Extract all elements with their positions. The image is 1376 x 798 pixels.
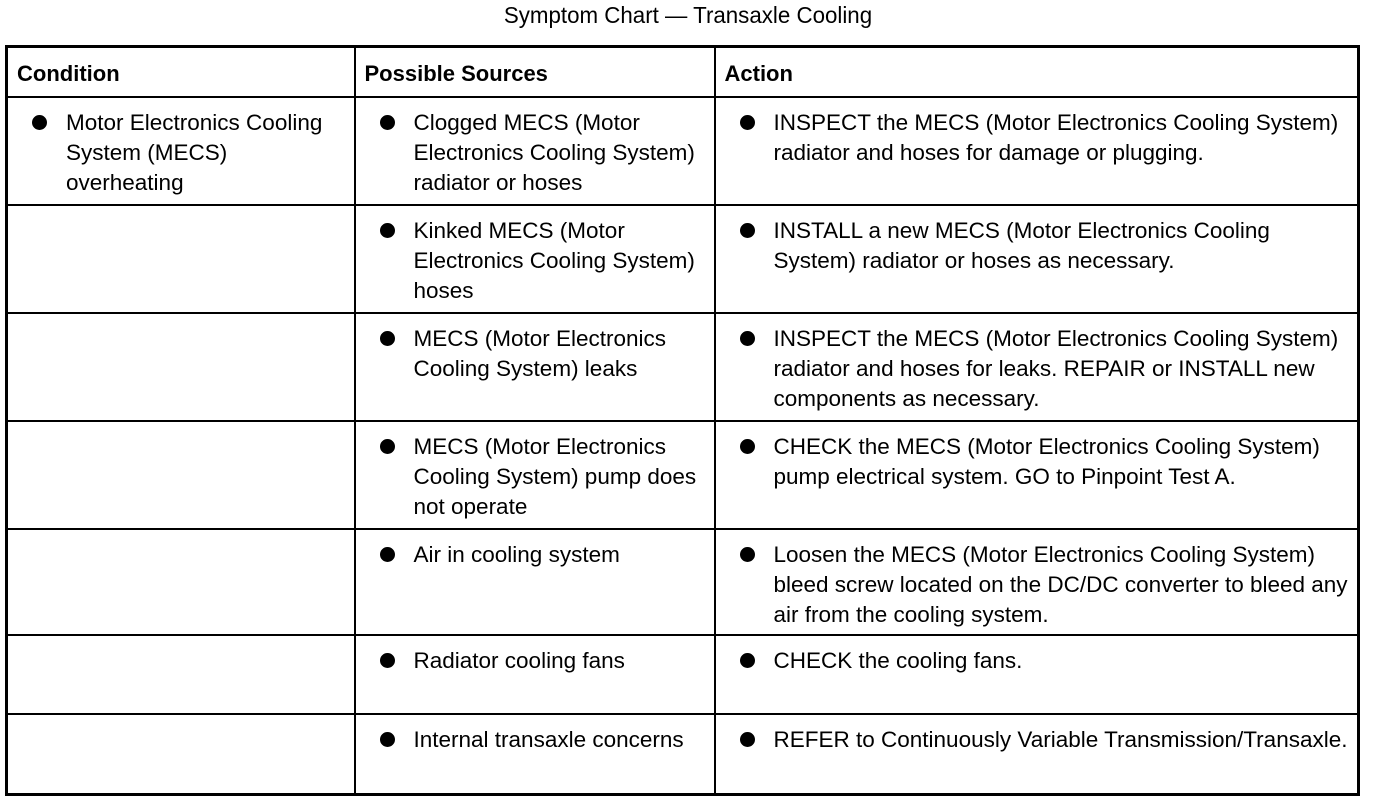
action-item bbox=[716, 422, 1358, 492]
table-row bbox=[7, 529, 1359, 635]
source-item bbox=[356, 98, 714, 198]
table-row bbox=[7, 421, 1359, 529]
page-title: Symptom Chart — Transaxle Cooling bbox=[503, 2, 873, 28]
action-text: INSPECT the MECS (Motor Electronics Cooling System) radiator and hoses for leaks. REPAIR or INSTALL new components as necessary. bbox=[773, 326, 1339, 411]
action-item bbox=[716, 98, 1358, 168]
action-text: Loosen the MECS (Motor Electronics Cooling System) bleed screw located on the DC/DC converter to bleed any air from the cooling system. bbox=[773, 542, 1348, 627]
bullet-icon bbox=[740, 732, 755, 747]
table-row bbox=[7, 205, 1359, 313]
condition-cell bbox=[7, 205, 355, 313]
source-text: Radiator cooling fans bbox=[413, 648, 625, 673]
column-header-action: Action bbox=[715, 47, 1359, 98]
table-row bbox=[7, 97, 1359, 205]
action-cell bbox=[715, 313, 1359, 421]
column-header-possible-sources: Possible Sources bbox=[355, 47, 715, 98]
action-text: INSPECT the MECS (Motor Electronics Cooling System) radiator and hoses for damage or plugging. bbox=[773, 110, 1339, 165]
action-text: INSTALL a new MECS (Motor Electronics Cooling System) radiator or hoses as necessary. bbox=[773, 218, 1270, 273]
condition-item bbox=[8, 98, 354, 198]
source-cell bbox=[355, 97, 715, 205]
action-item bbox=[716, 530, 1358, 630]
condition-text: Motor Electronics Cooling System (MECS) overheating bbox=[66, 110, 323, 195]
action-cell bbox=[715, 635, 1359, 714]
condition-cell bbox=[7, 635, 355, 714]
source-cell bbox=[355, 313, 715, 421]
source-item bbox=[356, 314, 714, 384]
source-text: Internal transaxle concerns bbox=[413, 727, 684, 752]
source-cell bbox=[355, 714, 715, 794]
source-item bbox=[356, 422, 714, 522]
action-cell bbox=[715, 421, 1359, 529]
condition-cell bbox=[7, 313, 355, 421]
source-text: MECS (Motor Electronics Cooling System) pump does not operate bbox=[413, 434, 697, 519]
bullet-icon bbox=[380, 547, 395, 562]
bullet-icon bbox=[380, 732, 395, 747]
source-text: Clogged MECS (Motor Electronics Cooling System) radiator or hoses bbox=[413, 110, 695, 195]
action-item bbox=[716, 314, 1358, 414]
bullet-icon bbox=[740, 439, 755, 454]
action-text: CHECK the MECS (Motor Electronics Cooling System) pump electrical system. GO to Pinpoint Test A. bbox=[773, 434, 1320, 489]
bullet-icon bbox=[32, 115, 47, 130]
column-header-condition: Condition bbox=[7, 47, 355, 98]
table-row bbox=[7, 635, 1359, 714]
bullet-icon bbox=[740, 547, 755, 562]
action-item bbox=[716, 206, 1358, 276]
bullet-icon bbox=[380, 439, 395, 454]
source-item bbox=[356, 715, 714, 755]
source-text: Air in cooling system bbox=[413, 542, 620, 567]
action-cell bbox=[715, 97, 1359, 205]
action-item bbox=[716, 715, 1358, 755]
bullet-icon bbox=[740, 331, 755, 346]
action-cell bbox=[715, 529, 1359, 635]
source-item bbox=[356, 530, 714, 570]
source-item bbox=[356, 206, 714, 306]
source-cell bbox=[355, 635, 715, 714]
symptom-chart-table bbox=[5, 45, 1360, 796]
bullet-icon bbox=[740, 115, 755, 130]
bullet-icon bbox=[380, 223, 395, 238]
source-cell bbox=[355, 421, 715, 529]
table-row bbox=[7, 313, 1359, 421]
condition-cell bbox=[7, 421, 355, 529]
source-cell bbox=[355, 205, 715, 313]
condition-cell bbox=[7, 714, 355, 794]
action-cell bbox=[715, 714, 1359, 794]
bullet-icon bbox=[740, 223, 755, 238]
source-text: MECS (Motor Electronics Cooling System) leaks bbox=[413, 326, 667, 381]
bullet-icon bbox=[380, 115, 395, 130]
source-text: Kinked MECS (Motor Electronics Cooling System) hoses bbox=[413, 218, 695, 303]
action-cell bbox=[715, 205, 1359, 313]
bullet-icon bbox=[380, 331, 395, 346]
bullet-icon bbox=[740, 653, 755, 668]
condition-cell bbox=[7, 97, 355, 205]
source-cell bbox=[355, 529, 715, 635]
action-text: REFER to Continuously Variable Transmission/Transaxle. bbox=[773, 727, 1348, 752]
condition-cell bbox=[7, 529, 355, 635]
action-text: CHECK the cooling fans. bbox=[773, 648, 1023, 673]
table-header-row bbox=[7, 47, 1359, 98]
table-row bbox=[7, 714, 1359, 794]
source-item bbox=[356, 636, 714, 676]
action-item bbox=[716, 636, 1358, 676]
bullet-icon bbox=[380, 653, 395, 668]
